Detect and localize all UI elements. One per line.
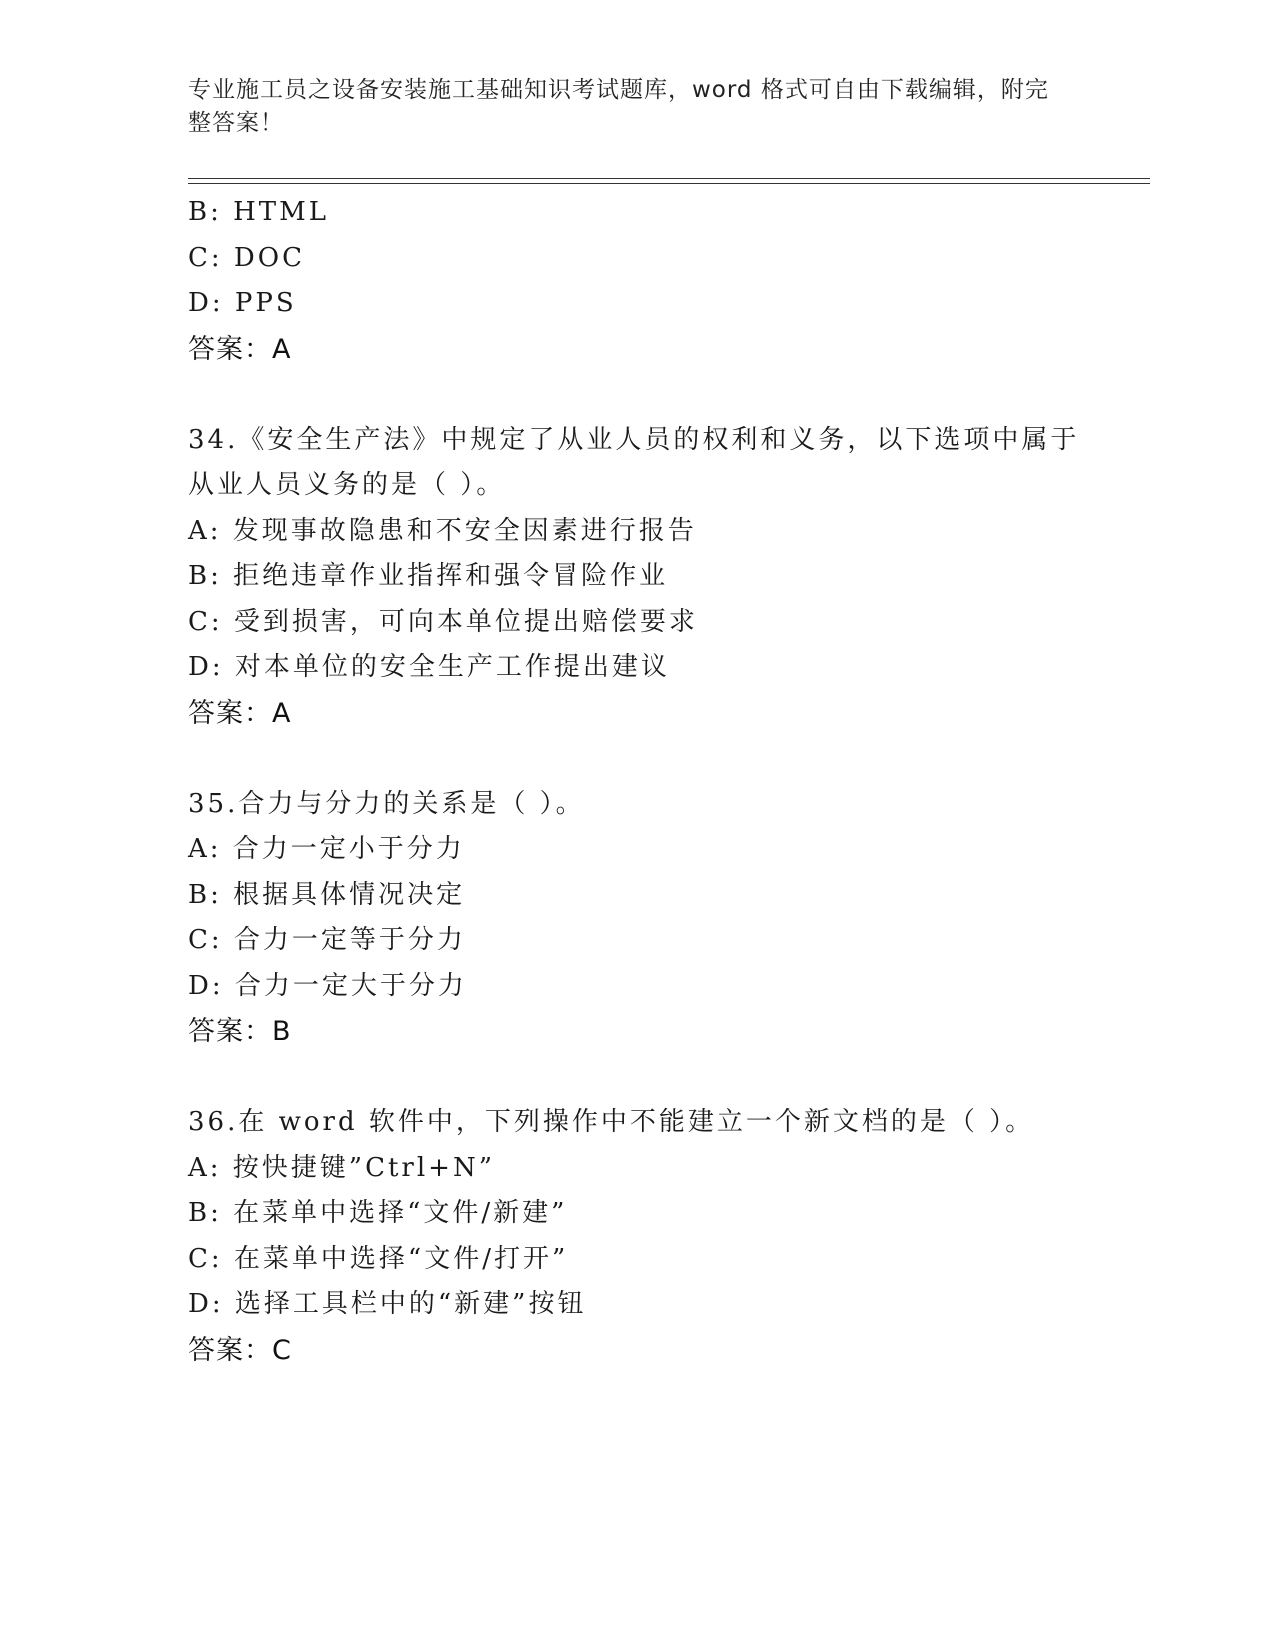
option-line: B: HTML [188, 197, 330, 227]
option-line: C: 合力一定等于分力 [188, 925, 466, 955]
question-stem: 35.合力与分力的关系是（ ）。 [188, 788, 585, 819]
option-line: A: 合力一定小于分力 [188, 834, 465, 864]
spacer [188, 372, 1148, 418]
question-35 [188, 782, 1148, 1055]
option-line: A: 发现事故隐患和不安全因素进行报告 [188, 515, 697, 546]
spacer [188, 1055, 1148, 1101]
spacer [188, 736, 1148, 782]
option-line: B: 在菜单中选择“文件/新建” [188, 1198, 568, 1228]
question-stem: 34.《安全生产法》中规定了从业人员的权利和义务，以下选项中属于 [188, 424, 1080, 455]
option-line: A: 按快捷键”Ctrl+N” [188, 1152, 496, 1183]
question-34 [188, 418, 1148, 737]
header-line-1: 专业施工员之设备安装施工基础知识考试题库，word 格式可自由下载编辑，附完 [188, 77, 1049, 103]
option-line: D: 选择工具栏中的“新建”按钮 [188, 1289, 587, 1319]
option-line: C: 受到损害，可向本单位提出赔偿要求 [188, 606, 698, 637]
option-line: D: 合力一定大于分力 [188, 970, 467, 1001]
header-line-2: 整答案！ [188, 110, 284, 136]
answer-line: 答案：A [188, 697, 292, 729]
option-line: B: 根据具体情况决定 [188, 879, 466, 910]
question-33-continuation [188, 190, 1148, 372]
option-line: C: 在菜单中选择“文件/打开” [188, 1243, 569, 1274]
option-line: D: 对本单位的安全生产工作提出建议 [188, 652, 670, 682]
question-stem: 36.在 word 软件中，下列操作中不能建立一个新文档的是（ ）。 [188, 1107, 1035, 1137]
answer-line: 答案：C [188, 1334, 292, 1366]
option-line: B: 拒绝违章作业指挥和强令冒险作业 [188, 561, 669, 591]
option-line: D: PPS [188, 288, 297, 318]
header-divider-bottom [188, 183, 1150, 184]
document-body [188, 190, 1148, 1373]
page-header [188, 74, 1068, 140]
answer-line: 答案：B [188, 1016, 292, 1047]
question-36 [188, 1100, 1148, 1373]
question-stem: 从业人员义务的是（ ）。 [188, 470, 506, 500]
header-divider-top [188, 178, 1150, 179]
answer-line: 答案：A [188, 333, 292, 365]
option-line: C: DOC [188, 242, 305, 273]
